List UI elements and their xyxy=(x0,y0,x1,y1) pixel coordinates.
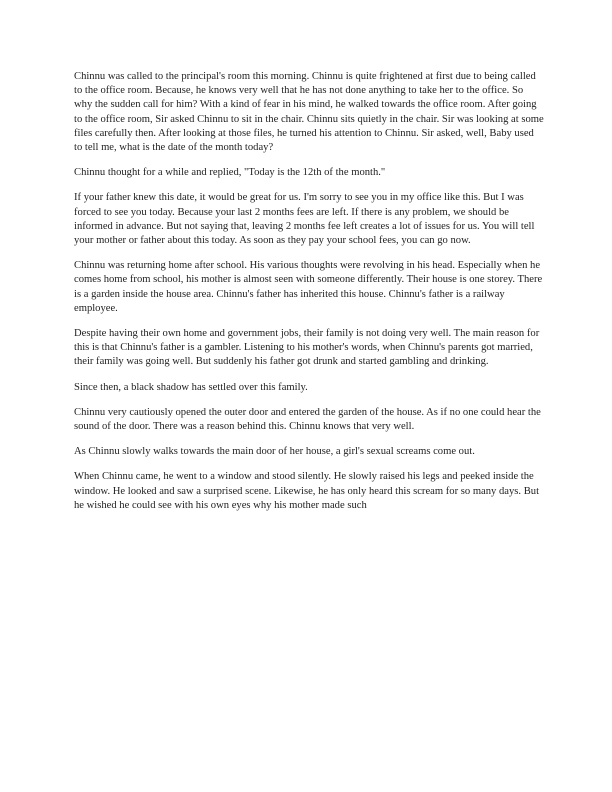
paragraph-5: Despite having their own home and government jobs, their family is not doing very well. The main reason for this is that Chinnu's father is a gambler. Listening to his mother's words, when Chinnu's parents got married, their family was going well. But suddenly his father got drunk and started gambling and drinking. xyxy=(74,328,540,368)
paragraph-4: Chinnu was returning home after school. His various thoughts were revolving in his head. Especially when he comes home from school, his mother is almost seen with someone differently. Their house is one storey. There is a garden inside the house area. Chinnu's father has inherited this house. Chinnu's father is a railway employee. xyxy=(74,260,543,314)
paragraph-7: Chinnu very cautiously opened the outer door and entered the garden of the house. As if no one could hear the sound of the door. There was a reason behind this. Chinnu knows that very well. xyxy=(74,406,541,433)
paragraph-3: If your father knew this date, it would be great for us. I'm sorry to see you in my office like this. But I was forced to see you today. Because your last 2 months fees are left. If there is any problem, we should be informed in advance. But not saying that, leaving 2 months fee left creates a lot of issues for us. You will tell your mother or father about this today. As soon as they pay your school fees, you can go now. xyxy=(74,192,535,247)
document-body xyxy=(74,70,544,524)
paragraph-8: As Chinnu slowly walks towards the main door of her house, a girl's sexual screams come out. xyxy=(74,446,475,458)
paragraph-9: When Chinnu came, he went to a window and stood silently. He slowly raised his legs and peeked inside the window. He looked and saw a surprised scene. Likewise, he has only heard this scream for so many days. But he wished he could see with his own eyes why his mother made such xyxy=(74,471,540,511)
paragraph-6: Since then, a black shadow has settled over this family. xyxy=(74,381,308,393)
paragraph-2: Chinnu thought for a while and replied, "Today is the 12th of the month." xyxy=(74,167,386,179)
paragraph-1: Chinnu was called to the principal's room this morning. Chinnu is quite frightened at first due to being called to the office room. Because, he knows very well that he has not done anything to take her to the office. So why the sudden call for him? With a kind of fear in his mind, he walked towards the office room. After going to the office room, Sir asked Chinnu to sit in the chair. Chinnu sits quietly in the chair. Sir was looking at some files carefully then. After looking at those files, he turned his attention to Chinnu. Sir asked, well, Baby used to tell me, what is the date of the month today? xyxy=(74,71,544,154)
